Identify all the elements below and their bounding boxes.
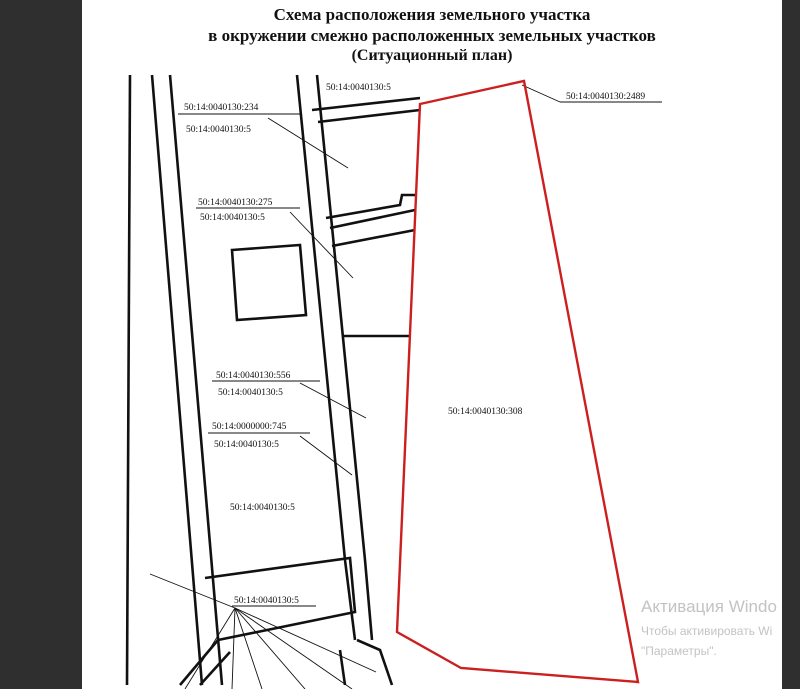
activation-watermark-params: "Параметры". <box>641 644 717 658</box>
activation-watermark-title: Активация Windo <box>641 597 777 616</box>
label-parcel-234: 50:14:0040130:234 <box>184 103 259 113</box>
label-parcel-745-sub: 50:14:0040130:5 <box>214 440 279 450</box>
label-parcel-556-sub: 50:14:0040130:5 <box>218 388 283 398</box>
label-parcel-556: 50:14:0040130:556 <box>216 371 291 381</box>
leader-bottom-e <box>235 608 305 689</box>
leader-556 <box>300 383 366 418</box>
parcel-top-boundary <box>312 98 420 110</box>
activation-watermark-text: Чтобы активировать Wi <box>641 624 773 638</box>
label-target-parcel: 50:14:0040130:308 <box>448 407 523 417</box>
label-parcel-275: 50:14:0040130:275 <box>198 198 273 208</box>
label-parcel-234-sub: 50:14:0040130:5 <box>186 125 251 135</box>
label-parcel-2489: 50:14:0040130:2489 <box>566 92 646 102</box>
leader-bottom-d <box>235 608 262 689</box>
leader-234 <box>268 118 348 168</box>
road-left-outer <box>127 75 130 685</box>
label-top-parcel: 50:14:0040130:5 <box>326 83 391 93</box>
label-parcel-745: 50:14:0000000:745 <box>212 422 287 432</box>
leader-745 <box>300 436 352 475</box>
label-parcel-275-sub: 50:14:0040130:5 <box>200 213 265 223</box>
parcel-234-lower-2 <box>326 195 415 218</box>
parcel-275-upper <box>332 230 415 246</box>
map-title-line1: Схема расположения земельного участка <box>273 5 591 24</box>
leader-bottom-b <box>185 608 235 689</box>
leader-bottom-c <box>232 608 235 689</box>
label-parcel-left-lower: 50:14:0040130:5 <box>230 503 295 513</box>
map-title-line3: (Ситуационный план) <box>351 47 513 64</box>
leader-bottom-f <box>235 608 352 689</box>
parcel-234-lower <box>330 210 415 228</box>
target-parcel-outline <box>397 81 638 682</box>
label-parcel-bottom: 50:14:0040130:5 <box>234 596 299 606</box>
parcel-small-rect <box>232 245 306 320</box>
parcel-top-inner <box>318 110 420 122</box>
parcel-bottom-right-2 <box>340 650 345 685</box>
map-title-line2: в окружении смежно расположенных земельных участков <box>208 26 656 45</box>
parcel-bottom-right <box>357 640 392 685</box>
